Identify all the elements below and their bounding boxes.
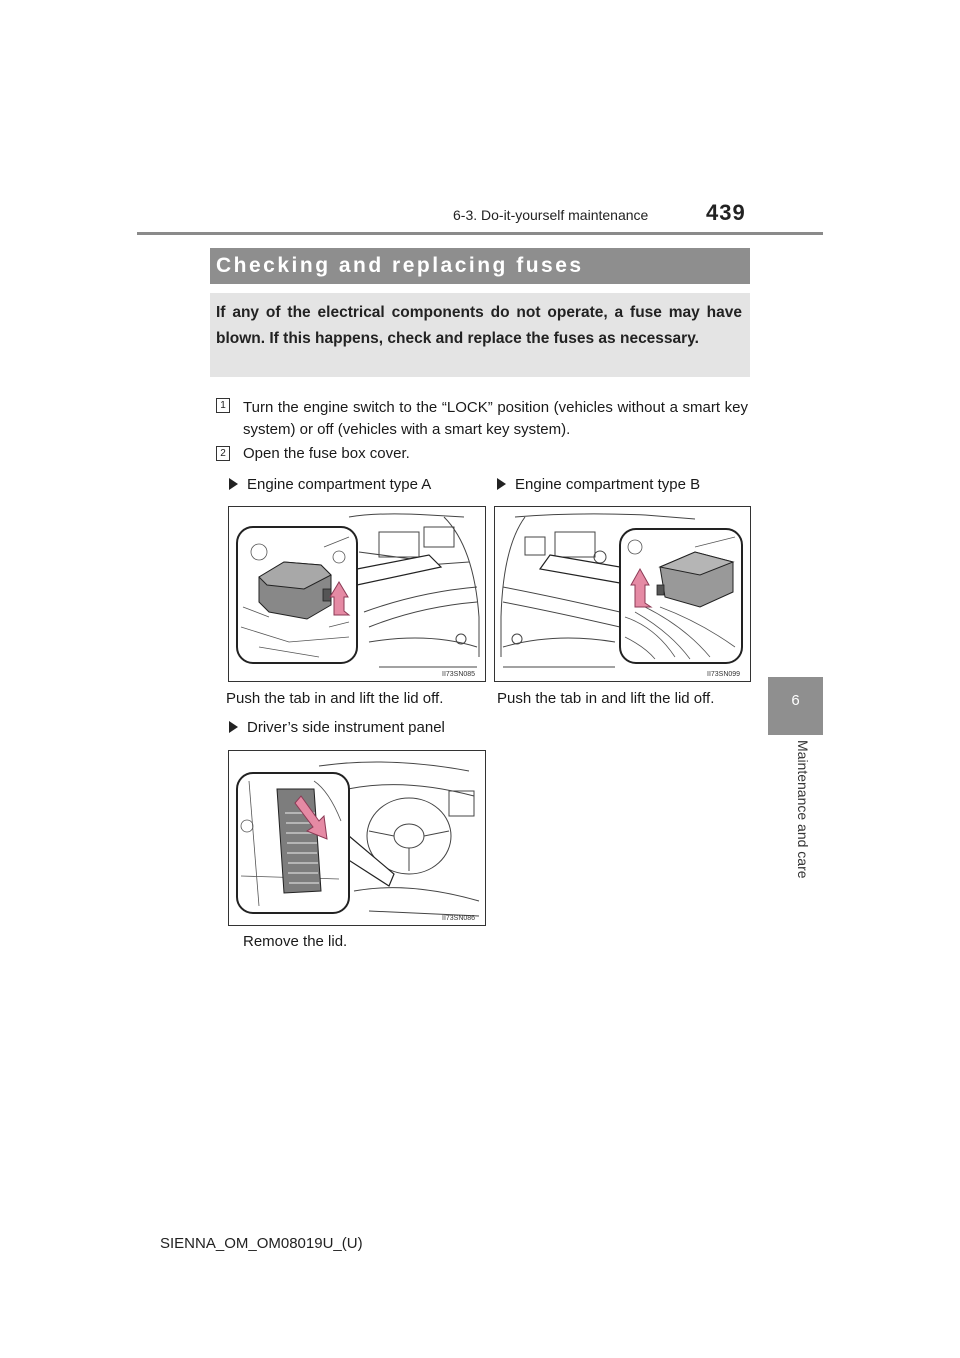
figure-b-caption: Push the tab in and lift the lid off. <box>497 690 715 707</box>
header-divider <box>137 232 823 235</box>
page-number: 439 <box>706 200 746 225</box>
chapter-number: 6 <box>791 692 800 709</box>
triangle-bullet-icon <box>229 478 238 490</box>
figure-b-heading: Engine compartment type B <box>497 476 700 493</box>
figure-code: II73SN085 <box>442 671 476 678</box>
figure-c-heading: Driver’s side instrument panel <box>229 719 445 736</box>
instrument-panel-illustration <box>228 750 486 926</box>
step-1-text: Turn the engine switch to the “LOCK” position (vehicles without a smart key system) or off (vehicles with a smart key system). <box>243 399 748 438</box>
figure-a-heading: Engine compartment type A <box>229 476 431 493</box>
engine-compartment-a-illustration <box>228 506 486 682</box>
intro-text: If any of the electrical components do not operate, a fuse may have blown. If this happens, check and replace the fuses as necessary. <box>216 304 742 347</box>
engine-compartment-b-illustration <box>494 506 751 682</box>
step-2-text: Open the fuse box cover. <box>243 445 410 462</box>
document-code: SIENNA_OM_OM08019U_(U) <box>160 1235 363 1252</box>
page-heading: Checking and replacing fuses <box>216 254 584 277</box>
section-title: 6-3. Do-it-yourself maintenance <box>453 207 649 223</box>
figure-a-caption: Push the tab in and lift the lid off. <box>226 690 444 707</box>
figure-code: II73SN086 <box>442 915 476 922</box>
step-2-number: 2 <box>216 446 230 461</box>
triangle-bullet-icon <box>229 721 238 733</box>
chapter-label: Maintenance and care <box>795 740 811 879</box>
triangle-bullet-icon <box>497 478 506 490</box>
figure-c-caption: Remove the lid. <box>243 933 348 950</box>
figure-code: II73SN099 <box>707 671 741 678</box>
step-1-number: 1 <box>216 398 230 413</box>
